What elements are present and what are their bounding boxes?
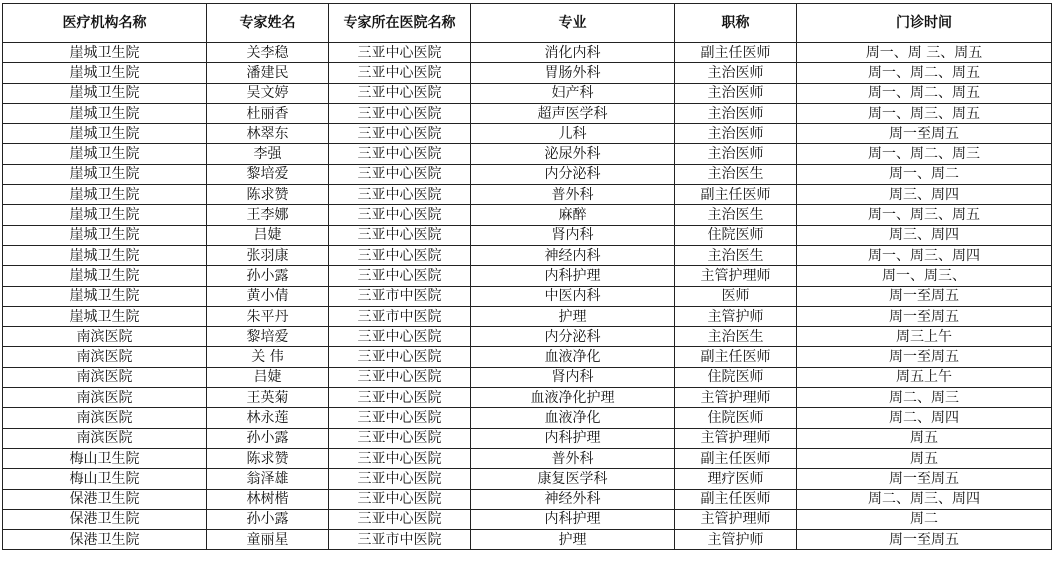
table-row xyxy=(3,286,1052,306)
cell-institution: 保港卫生院 xyxy=(3,489,207,509)
header-expert-name: 专家姓名 xyxy=(207,4,329,43)
cell-expert-hospital: 三亚中心医院 xyxy=(329,347,471,367)
cell-specialty: 康复医学科 xyxy=(471,469,675,489)
cell-expert-name: 李强 xyxy=(207,144,329,164)
cell-institution: 崖城卫生院 xyxy=(3,144,207,164)
cell-title: 主治医生 xyxy=(675,164,797,184)
cell-institution: 崖城卫生院 xyxy=(3,245,207,265)
header-specialty: 专业 xyxy=(471,4,675,43)
cell-institution: 崖城卫生院 xyxy=(3,286,207,306)
cell-clinic-time: 周一至周五 xyxy=(797,286,1052,306)
table-row xyxy=(3,63,1052,83)
cell-clinic-time: 周一、周二 xyxy=(797,164,1052,184)
table-row xyxy=(3,83,1052,103)
cell-clinic-time: 周五 xyxy=(797,448,1052,468)
cell-title: 理疗医师 xyxy=(675,469,797,489)
table-row xyxy=(3,347,1052,367)
table-row xyxy=(3,408,1052,428)
cell-clinic-time: 周五 xyxy=(797,428,1052,448)
cell-expert-name: 翁泽雄 xyxy=(207,469,329,489)
cell-specialty: 胃肠外科 xyxy=(471,63,675,83)
cell-specialty: 内科护理 xyxy=(471,509,675,529)
cell-clinic-time: 周三、周四 xyxy=(797,225,1052,245)
table-row xyxy=(3,245,1052,265)
cell-expert-name: 关 伟 xyxy=(207,347,329,367)
cell-expert-name: 黎培爱 xyxy=(207,327,329,347)
cell-institution: 崖城卫生院 xyxy=(3,164,207,184)
table-row xyxy=(3,489,1052,509)
cell-expert-hospital: 三亚中心医院 xyxy=(329,164,471,184)
cell-institution: 崖城卫生院 xyxy=(3,103,207,123)
cell-expert-hospital: 三亚中心医院 xyxy=(329,266,471,286)
cell-title: 主治医师 xyxy=(675,83,797,103)
cell-institution: 崖城卫生院 xyxy=(3,205,207,225)
cell-expert-hospital: 三亚中心医院 xyxy=(329,408,471,428)
cell-specialty: 普外科 xyxy=(471,185,675,205)
cell-specialty: 妇产科 xyxy=(471,83,675,103)
cell-specialty: 神经内科 xyxy=(471,245,675,265)
cell-specialty: 普外科 xyxy=(471,448,675,468)
cell-institution: 崖城卫生院 xyxy=(3,83,207,103)
table-row xyxy=(3,530,1052,550)
cell-expert-hospital: 三亚中心医院 xyxy=(329,367,471,387)
table-row xyxy=(3,144,1052,164)
cell-specialty: 护理 xyxy=(471,530,675,550)
cell-clinic-time: 周一、周二、周三 xyxy=(797,144,1052,164)
cell-title: 住院医师 xyxy=(675,225,797,245)
cell-expert-hospital: 三亚市中医院 xyxy=(329,306,471,326)
cell-title: 副主任医师 xyxy=(675,347,797,367)
cell-expert-name: 张羽康 xyxy=(207,245,329,265)
cell-title: 主治医师 xyxy=(675,144,797,164)
cell-title: 主管护师 xyxy=(675,306,797,326)
cell-specialty: 泌尿外科 xyxy=(471,144,675,164)
cell-title: 副主任医师 xyxy=(675,448,797,468)
cell-clinic-time: 周五上午 xyxy=(797,367,1052,387)
cell-title: 主治医生 xyxy=(675,327,797,347)
cell-expert-hospital: 三亚中心医院 xyxy=(329,327,471,347)
cell-expert-hospital: 三亚中心医院 xyxy=(329,83,471,103)
cell-expert-hospital: 三亚中心医院 xyxy=(329,448,471,468)
cell-institution: 南滨医院 xyxy=(3,388,207,408)
table-row xyxy=(3,388,1052,408)
cell-institution: 梅山卫生院 xyxy=(3,469,207,489)
table-row xyxy=(3,469,1052,489)
table-row xyxy=(3,103,1052,123)
cell-clinic-time: 周一、周二、周五 xyxy=(797,83,1052,103)
cell-title: 主管护理师 xyxy=(675,509,797,529)
header-clinic-time: 门诊时间 xyxy=(797,4,1052,43)
cell-clinic-time: 周一至周五 xyxy=(797,530,1052,550)
cell-specialty: 消化内科 xyxy=(471,43,675,63)
cell-expert-name: 吕婕 xyxy=(207,367,329,387)
cell-institution: 南滨医院 xyxy=(3,408,207,428)
cell-expert-hospital: 三亚中心医院 xyxy=(329,509,471,529)
cell-clinic-time: 周一、周三、周四 xyxy=(797,245,1052,265)
cell-specialty: 血液净化 xyxy=(471,347,675,367)
cell-institution: 保港卫生院 xyxy=(3,530,207,550)
cell-institution: 崖城卫生院 xyxy=(3,185,207,205)
cell-specialty: 血液净化 xyxy=(471,408,675,428)
cell-institution: 崖城卫生院 xyxy=(3,225,207,245)
table-body xyxy=(3,43,1052,550)
cell-specialty: 麻醉 xyxy=(471,205,675,225)
cell-institution: 南滨医院 xyxy=(3,428,207,448)
cell-expert-name: 黄小倩 xyxy=(207,286,329,306)
cell-title: 主管护理师 xyxy=(675,428,797,448)
cell-title: 副主任医师 xyxy=(675,185,797,205)
cell-expert-name: 王英菊 xyxy=(207,388,329,408)
cell-title: 主治医生 xyxy=(675,245,797,265)
cell-expert-hospital: 三亚中心医院 xyxy=(329,144,471,164)
cell-specialty: 内科护理 xyxy=(471,266,675,286)
cell-expert-name: 孙小露 xyxy=(207,428,329,448)
cell-expert-name: 陈求赞 xyxy=(207,448,329,468)
cell-title: 主管护理师 xyxy=(675,388,797,408)
cell-expert-name: 孙小露 xyxy=(207,509,329,529)
cell-expert-name: 吴文婷 xyxy=(207,83,329,103)
cell-title: 主治医师 xyxy=(675,103,797,123)
cell-expert-hospital: 三亚市中医院 xyxy=(329,286,471,306)
cell-institution: 崖城卫生院 xyxy=(3,43,207,63)
header-row xyxy=(3,4,1052,43)
cell-expert-name: 关李稳 xyxy=(207,43,329,63)
cell-institution: 南滨医院 xyxy=(3,347,207,367)
cell-expert-name: 吕婕 xyxy=(207,225,329,245)
cell-specialty: 内分泌科 xyxy=(471,327,675,347)
cell-expert-hospital: 三亚中心医院 xyxy=(329,205,471,225)
header-expert-hospital: 专家所在医院名称 xyxy=(329,4,471,43)
cell-expert-hospital: 三亚中心医院 xyxy=(329,469,471,489)
cell-specialty: 护理 xyxy=(471,306,675,326)
cell-clinic-time: 周二 xyxy=(797,509,1052,529)
table-row xyxy=(3,428,1052,448)
cell-expert-hospital: 三亚中心医院 xyxy=(329,489,471,509)
cell-expert-name: 林翠东 xyxy=(207,124,329,144)
cell-specialty: 神经外科 xyxy=(471,489,675,509)
table-row xyxy=(3,225,1052,245)
cell-specialty: 内分泌科 xyxy=(471,164,675,184)
cell-expert-hospital: 三亚中心医院 xyxy=(329,185,471,205)
cell-institution: 梅山卫生院 xyxy=(3,448,207,468)
cell-expert-name: 陈求赞 xyxy=(207,185,329,205)
schedule-sheet xyxy=(2,3,1051,550)
cell-title: 主治医师 xyxy=(675,124,797,144)
table-row xyxy=(3,448,1052,468)
cell-title: 医师 xyxy=(675,286,797,306)
header-title: 职称 xyxy=(675,4,797,43)
cell-institution: 南滨医院 xyxy=(3,367,207,387)
table-row xyxy=(3,205,1052,225)
cell-expert-name: 林永莲 xyxy=(207,408,329,428)
cell-clinic-time: 周二、周三、周四 xyxy=(797,489,1052,509)
clinic-schedule-table xyxy=(2,3,1052,550)
header-institution: 医疗机构名称 xyxy=(3,4,207,43)
cell-clinic-time: 周一、周二、周五 xyxy=(797,63,1052,83)
cell-expert-name: 黎培爱 xyxy=(207,164,329,184)
cell-title: 住院医师 xyxy=(675,408,797,428)
cell-expert-hospital: 三亚中心医院 xyxy=(329,388,471,408)
cell-expert-hospital: 三亚中心医院 xyxy=(329,63,471,83)
cell-expert-name: 潘建民 xyxy=(207,63,329,83)
cell-title: 住院医师 xyxy=(675,367,797,387)
cell-specialty: 儿科 xyxy=(471,124,675,144)
cell-clinic-time: 周一、周三、周五 xyxy=(797,103,1052,123)
cell-clinic-time: 周二、周三 xyxy=(797,388,1052,408)
table-row xyxy=(3,327,1052,347)
cell-clinic-time: 周一至周五 xyxy=(797,124,1052,144)
cell-specialty: 血液净化护理 xyxy=(471,388,675,408)
table-row xyxy=(3,509,1052,529)
cell-specialty: 超声医学科 xyxy=(471,103,675,123)
cell-clinic-time: 周一至周五 xyxy=(797,347,1052,367)
cell-institution: 崖城卫生院 xyxy=(3,124,207,144)
cell-clinic-time: 周一、周三、周五 xyxy=(797,205,1052,225)
cell-expert-name: 朱平丹 xyxy=(207,306,329,326)
table-row xyxy=(3,266,1052,286)
cell-institution: 崖城卫生院 xyxy=(3,266,207,286)
cell-specialty: 内科护理 xyxy=(471,428,675,448)
cell-expert-hospital: 三亚中心医院 xyxy=(329,124,471,144)
cell-expert-hospital: 三亚市中医院 xyxy=(329,530,471,550)
cell-expert-name: 童丽星 xyxy=(207,530,329,550)
table-row xyxy=(3,306,1052,326)
cell-title: 主治医师 xyxy=(675,63,797,83)
cell-clinic-time: 周二、周四 xyxy=(797,408,1052,428)
cell-title: 主管护理师 xyxy=(675,266,797,286)
cell-expert-name: 杜丽香 xyxy=(207,103,329,123)
cell-specialty: 中医内科 xyxy=(471,286,675,306)
cell-clinic-time: 周三上午 xyxy=(797,327,1052,347)
cell-clinic-time: 周三、周四 xyxy=(797,185,1052,205)
cell-specialty: 肾内科 xyxy=(471,367,675,387)
cell-institution: 保港卫生院 xyxy=(3,509,207,529)
cell-expert-name: 林树楷 xyxy=(207,489,329,509)
table-row xyxy=(3,164,1052,184)
cell-expert-hospital: 三亚中心医院 xyxy=(329,225,471,245)
cell-clinic-time: 周一至周五 xyxy=(797,469,1052,489)
cell-title: 副主任医师 xyxy=(675,43,797,63)
cell-institution: 崖城卫生院 xyxy=(3,306,207,326)
cell-expert-hospital: 三亚中心医院 xyxy=(329,428,471,448)
cell-institution: 崖城卫生院 xyxy=(3,63,207,83)
cell-clinic-time: 周一至周五 xyxy=(797,306,1052,326)
table-row xyxy=(3,43,1052,63)
cell-specialty: 肾内科 xyxy=(471,225,675,245)
cell-institution: 南滨医院 xyxy=(3,327,207,347)
cell-expert-hospital: 三亚中心医院 xyxy=(329,245,471,265)
cell-title: 主治医生 xyxy=(675,205,797,225)
cell-clinic-time: 周一、周三、 xyxy=(797,266,1052,286)
cell-title: 主管护师 xyxy=(675,530,797,550)
cell-expert-hospital: 三亚中心医院 xyxy=(329,103,471,123)
cell-expert-name: 孙小露 xyxy=(207,266,329,286)
cell-expert-hospital: 三亚中心医院 xyxy=(329,43,471,63)
cell-title: 副主任医师 xyxy=(675,489,797,509)
table-row xyxy=(3,124,1052,144)
table-row xyxy=(3,367,1052,387)
table-row xyxy=(3,185,1052,205)
cell-clinic-time: 周一、周 三、周五 xyxy=(797,43,1052,63)
cell-expert-name: 王李娜 xyxy=(207,205,329,225)
